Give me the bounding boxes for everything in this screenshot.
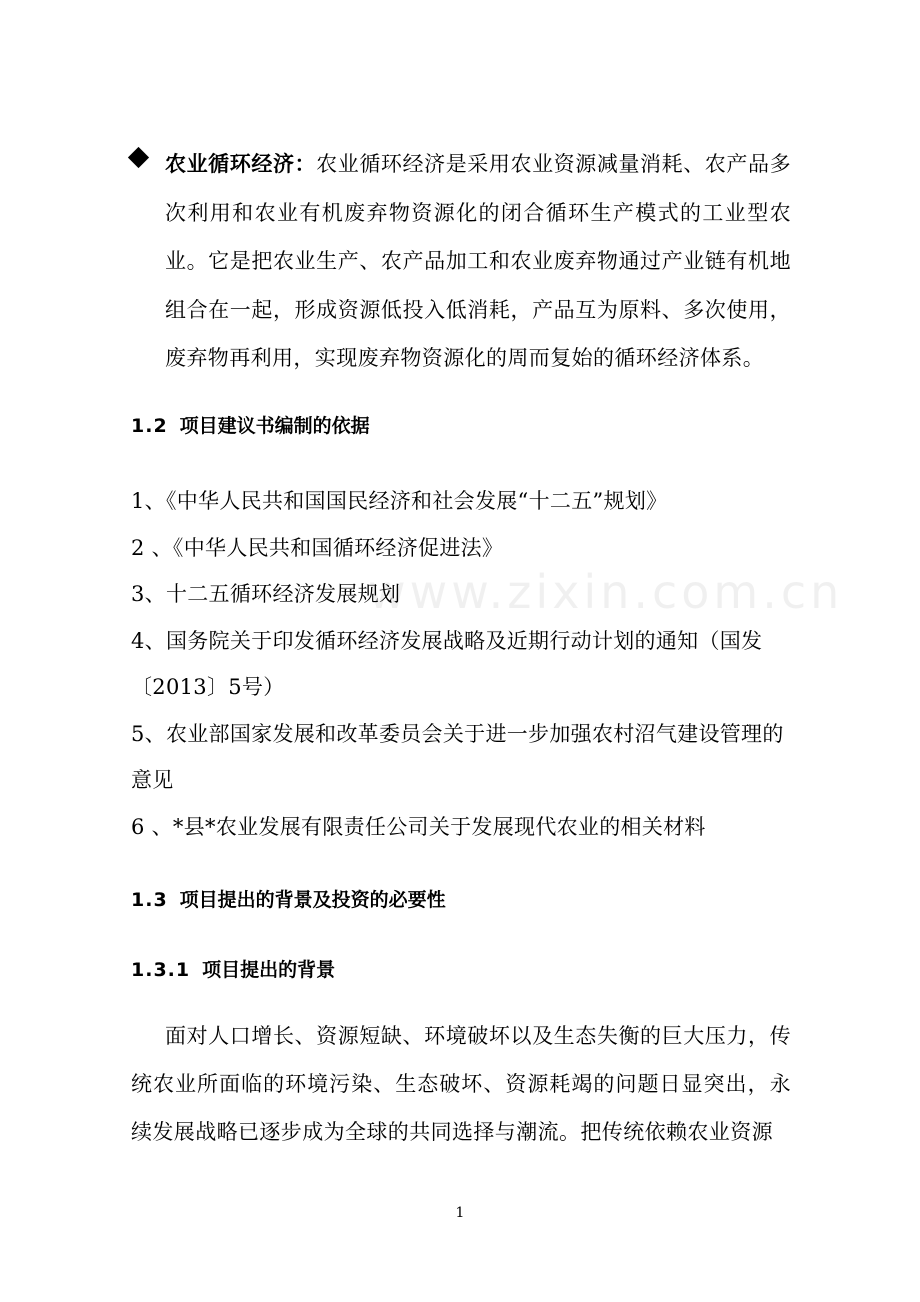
section-number: 1.3.1: [131, 959, 191, 981]
bullet-paragraph: [165, 140, 791, 383]
section-heading-1-3: [131, 886, 446, 914]
section-number: 1.2: [131, 415, 168, 437]
list-item: 2 、《中华人民共和国循环经济促进法》: [131, 535, 504, 560]
bullet-definition: [131, 140, 791, 383]
bullet-definition-text: 农业循环经济是采用农业资源减量消耗、农产品多次利用和农业有机废弃物资源化的闭合循环生产模式的工业型农业。它是把农业生产、农产品加工和农业废弃物通过产业链有机地组合在一起，形成资源低投入低消耗，产品互为原料、多次使用，废弃物再利用，实现废弃物资源化的周而复始的循环经济体系。: [165, 152, 791, 370]
list-item: 3、十二五循环经济发展规划: [131, 582, 401, 606]
watermark: www.zixin.com.cn: [368, 565, 844, 619]
list-item: 5、农业部国家发展和改革委员会关于进一步加强农村沼气建设管理的意见: [131, 721, 784, 792]
section-heading-1-3-1: [131, 956, 335, 984]
section-heading-1-2: [131, 412, 370, 440]
background-paragraph: 面对人口增长、资源短缺、环境破坏以及生态失衡的巨大压力，传统农业所面临的环境污染、生态破坏、资源耗竭的问题日显突出，永续发展战略已逐步成为全球的共同选择与潮流。把传统依赖农业资源: [131, 1024, 791, 1144]
list-item: 6 、*县*农业发展有限责任公司关于发展现代农业的相关材料: [131, 814, 706, 839]
reference-list: [131, 478, 791, 850]
section-title: 项目提出的背景及投资的必要性: [179, 889, 446, 911]
list-item: 4、国务院关于印发循环经济发展战略及近期行动计划的通知（国发〔2013〕5号）: [131, 628, 763, 699]
list-item: 1、《中华人民共和国国民经济和社会发展“十二五”规划》: [131, 489, 668, 513]
section-title: 项目提出的背景: [202, 959, 336, 981]
page-number: 1: [455, 1205, 465, 1221]
section-number: 1.3: [131, 889, 168, 911]
diamond-bullet-icon: [128, 147, 149, 168]
bullet-term: 农业循环经济：: [165, 152, 317, 176]
section-title: 项目建议书编制的依据: [179, 415, 370, 437]
